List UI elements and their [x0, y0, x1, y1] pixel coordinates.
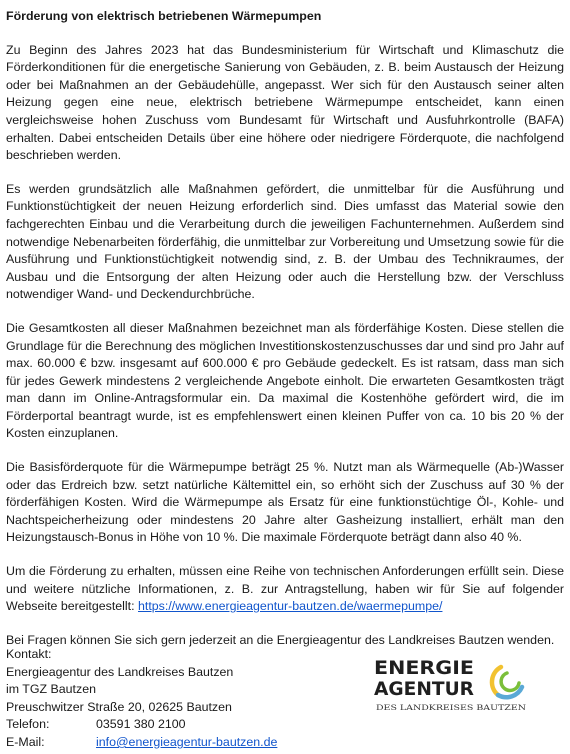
contact-block: [6, 646, 336, 752]
energieagentur-logo: [372, 655, 532, 713]
phone-label: Telefon:: [6, 717, 50, 732]
contact-email-row: [6, 734, 336, 752]
paragraph-measures: Es werden grundsätzlich alle Maßnahmen gefördert, die unmittelbar für die Ausführung und Funktionstüchtigkeit der neuen Heizung erforderlich sind. Dies umfasst das Material sowie den fachgerechten Einbau und die Verarbeitung durch die jeweiligen Fachunternehmen. Außerdem sind notwendige Nebenarbeiten förderfähig, die unmittelbar zur Vorbereitung und Umsetzung sowie für die Ausführung und Funktionstüchtigkeit notwendig sind, z. B. der Umbau des Technikraumes, der Ausbau und die Entsorgung der alten Heizung oder auch die Herstellung bzw. der Verschluss notwendiger Wand- und Deckendurchbrüche.: [6, 181, 564, 302]
contact-phone-row: [6, 716, 336, 734]
paragraph-funding-rate: Die Basisförderquote für die Wärmepumpe beträgt 25 %. Nutzt man als Wärmequelle (Ab-)Wasser oder das Erdreich bzw. setzt natürliche Kältemittel ein, so erhöht sich der Zuschuss auf 30 % der förderfähigen Kosten. Wird die Wärmepumpe als Ersatz für eine funktionstüchtige Öl-, Kohle- und Nachtspeicherheizung oder mindestens 20 Jahre alter Gasheizung installiert, erhält man den Heizungstausch-Bonus in Höhe von 10 %. Die maximale Förderquote beträgt dann also 40 %.: [6, 460, 564, 545]
logo-line2: AGENTUR: [374, 678, 475, 700]
paragraph-questions: Bei Fragen können Sie sich gern jederzeit an die Energieagentur des Landkreises Bautzen wenden.: [6, 632, 555, 647]
paragraph-intro: Zu Beginn des Jahres 2023 hat das Bundesministerium für Wirtschaft und Klimaschutz die Förderkonditionen für die energetische Sanierung von Gebäuden, z. B. beim Austausch der Heizung oder bei Maßnahmen an der Gebäudehülle, angepasst. Wer sich für den Austausch seiner alten Heizung gegen eine neue, elektrisch betriebene Wärmepumpe entscheidet, kann einen vergleichsweise hohen Zuschuss vom Bundesamt für Wirtschaft und Ausfuhrkontrolle (BAFA) erhalten. Dabei entscheiden Details über eine höhere oder niedrigere Förderquote, die nachfolgend beschrieben werden.: [6, 42, 564, 163]
contact-street: Preuschwitzer Straße 20, 02625 Bautzen: [6, 699, 232, 714]
email-label: E-Mail:: [6, 734, 45, 749]
contact-org: Energieagentur des Landkreises Bautzen: [6, 664, 234, 679]
phone-number: 03591 380 2100: [96, 717, 186, 732]
paragraph-costs: Die Gesamtkosten all dieser Maßnahmen bezeichnet man als förderfähige Kosten. Diese stellen die Grundlage für die Berechnung des möglichen Investitionskostenzuschusses dar und sind pro Jahr auf max. 60.000 € bzw. insgesamt auf 600.000 € pro Gebäude gedeckelt. Es ist ratsam, dass man sich für jedes Gewerk mindestens 2 vergleichende Angebote einholt. Die erwarteten Gesamtkosten trägt man dann im Online-Antragsformular ein. Da maximal die Kostenhöhe gefördert wird, die im Förderportal beantragt wurde, ist es empfehlenswert einen kleinen Puffer von ca. 10 bis 20 % der Kosten einzuplanen.: [6, 320, 564, 441]
paragraph-info: [6, 563, 564, 616]
logo-line1: ENERGIE: [374, 657, 474, 679]
logo-swirl-icon: [492, 667, 522, 697]
contact-heading: Kontakt:: [6, 647, 52, 661]
document-title: Förderung von elektrisch betriebenen Wärmepumpen: [6, 9, 322, 23]
info-link[interactable]: https://www.energieagentur-bautzen.de/waermepumpe/: [138, 599, 443, 614]
document: [6, 8, 564, 665]
contact-building: im TGZ Bautzen: [6, 682, 96, 697]
info-text: Um die Förderung zu erhalten, müssen eine Reihe von technischen Anforderungen erfüllt sein. Diese und weitere nützliche Informationen, z. B. zur Antragstellung, haben wir für Sie auf folgender Webseite bereitgestellt:: [6, 564, 564, 614]
email-link[interactable]: info@energieagentur-bautzen.de: [96, 734, 278, 749]
logo-tagline: DES LANDKREISES BAUTZEN: [376, 703, 526, 712]
